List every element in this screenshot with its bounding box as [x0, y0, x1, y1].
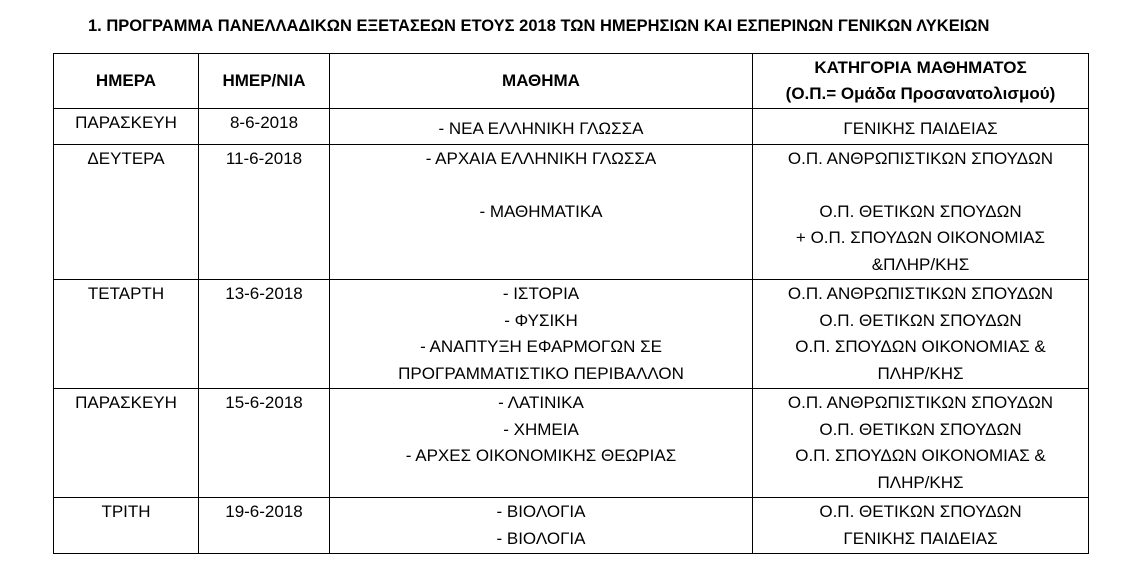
subject-line: - ΛΑΤΙΝΙΚΑ — [498, 393, 584, 412]
subject-line: ΠΡΟΓΡΑΜΜΑΤΙΣΤΙΚΟ ΠΕΡΙΒΑΛΛΟΝ — [398, 363, 684, 383]
category-line: ΓΕΝΙΚΗΣ ΠΑΙΔΕΙΑΣ — [843, 119, 998, 138]
header-category-title: ΚΑΤΗΓΟΡΙΑ ΜΑΘΗΜΑΤΟΣ — [814, 57, 1027, 77]
date-cell: 13-6-2018 — [199, 280, 330, 389]
header-category-legend: (Ο.Π.= Ομάδα Προσανατολισμού) — [785, 84, 1056, 103]
category-line: Ο.Π. ΘΕΤΙΚΩΝ ΣΠΟΥΔΩΝ — [819, 310, 1022, 330]
day-cell: ΤΕΤΑΡΤΗ — [54, 280, 199, 389]
subject-line: - ΧΗΜΕΙΑ — [503, 419, 579, 439]
category-line: ΠΛΗΡ/ΚΗΣ — [877, 472, 964, 492]
table-row — [54, 144, 1089, 280]
category-line: ΠΛΗΡ/ΚΗΣ — [877, 363, 964, 383]
subject-cell — [330, 280, 753, 389]
category-cell — [753, 498, 1089, 554]
subject-cell — [330, 389, 753, 498]
subject-cell — [330, 109, 753, 145]
category-line: Ο.Π. ΣΠΟΥΔΩΝ ΟΙΚΟΝΟΜΙΑΣ & — [795, 446, 1046, 465]
subject-cell — [330, 144, 753, 280]
header-day: ΗΜΕΡΑ — [54, 54, 199, 109]
table-row — [54, 389, 1089, 498]
category-line: Ο.Π. ΑΝΘΡΩΠΙΣΤΙΚΩΝ ΣΠΟΥΔΩΝ — [787, 393, 1054, 412]
subject-line: - ΑΡΧΑΙΑ ΕΛΛΗΝΙΚΗ ΓΛΩΣΣΑ — [425, 148, 657, 168]
date-cell: 19-6-2018 — [199, 498, 330, 554]
table-header-row — [54, 54, 1089, 109]
document-title: 1. ΠΡΟΓΡΑΜΜΑ ΠΑΝΕΛΛΑΔΙΚΩΝ ΕΞΕΤΑΣΕΩΝ ΕΤΟΥΣ 2018 ΤΩΝ ΗΜΕΡΗΣΙΩΝ ΚΑΙ ΕΣΠΕΡΙΝΩΝ ΓΕΝΙΚΩΝ ΛΥΚΕΙΩΝ — [88, 17, 990, 35]
subject-line: - ΦΥΣΙΚΗ — [504, 310, 578, 330]
header-date: ΗΜΕΡ/ΝΙΑ — [199, 54, 330, 109]
day-cell: ΤΡΙΤΗ — [54, 498, 199, 554]
subject-line: - ΜΑΘΗΜΑΤΙΚΑ — [479, 201, 603, 221]
subject-line: - ΝΕΑ ΕΛΛΗΝΙΚΗ ΓΛΩΣΣΑ — [438, 119, 644, 138]
category-line: Ο.Π. ΣΠΟΥΔΩΝ ΟΙΚΟΝΟΜΙΑΣ & — [795, 337, 1046, 356]
day-cell: ΔΕΥΤΕΡΑ — [54, 144, 199, 280]
header-subject: ΜΑΘΗΜΑ — [330, 54, 753, 109]
category-line: + Ο.Π. ΣΠΟΥΔΩΝ ΟΙΚΟΝΟΜΙΑΣ — [795, 228, 1046, 247]
date-cell: 15-6-2018 — [199, 389, 330, 498]
header-category — [753, 54, 1089, 109]
category-line: ΓΕΝΙΚΗΣ ΠΑΙΔΕΙΑΣ — [843, 528, 998, 548]
category-line: Ο.Π. ΑΝΘΡΩΠΙΣΤΙΚΩΝ ΣΠΟΥΔΩΝ — [787, 284, 1054, 303]
subject-line: - ΒΙΟΛΟΓΙΑ — [496, 528, 586, 548]
subject-line: - ΙΣΤΟΡΙΑ — [502, 284, 580, 303]
category-cell — [753, 144, 1089, 280]
category-line: Ο.Π. ΘΕΤΙΚΩΝ ΣΠΟΥΔΩΝ — [819, 419, 1022, 439]
category-line: Ο.Π. ΘΕΤΙΚΩΝ ΣΠΟΥΔΩΝ — [819, 201, 1022, 221]
exam-schedule-table — [53, 53, 1089, 554]
table-row — [54, 498, 1089, 554]
subject-line: - ΑΡΧΕΣ ΟΙΚΟΝΟΜΙΚΗΣ ΘΕΩΡΙΑΣ — [405, 446, 677, 465]
table-row — [54, 280, 1089, 389]
date-cell: 8-6-2018 — [199, 109, 330, 145]
category-cell — [753, 389, 1089, 498]
subject-cell — [330, 498, 753, 554]
date-cell: 11-6-2018 — [199, 144, 330, 280]
category-cell — [753, 280, 1089, 389]
category-line: &ΠΛΗΡ/ΚΗΣ — [871, 254, 970, 274]
category-line: Ο.Π. ΘΕΤΙΚΩΝ ΣΠΟΥΔΩΝ — [819, 502, 1022, 521]
table-row — [54, 109, 1089, 145]
day-cell: ΠΑΡΑΣΚΕΥΗ — [54, 109, 199, 145]
subject-line: - ΒΙΟΛΟΓΙΑ — [496, 502, 586, 521]
day-cell: ΠΑΡΑΣΚΕΥΗ — [54, 389, 199, 498]
category-line: Ο.Π. ΑΝΘΡΩΠΙΣΤΙΚΩΝ ΣΠΟΥΔΩΝ — [787, 148, 1054, 168]
category-cell — [753, 109, 1089, 145]
subject-line: - ΑΝΑΠΤΥΞΗ ΕΦΑΡΜΟΓΩΝ ΣΕ — [420, 337, 662, 356]
